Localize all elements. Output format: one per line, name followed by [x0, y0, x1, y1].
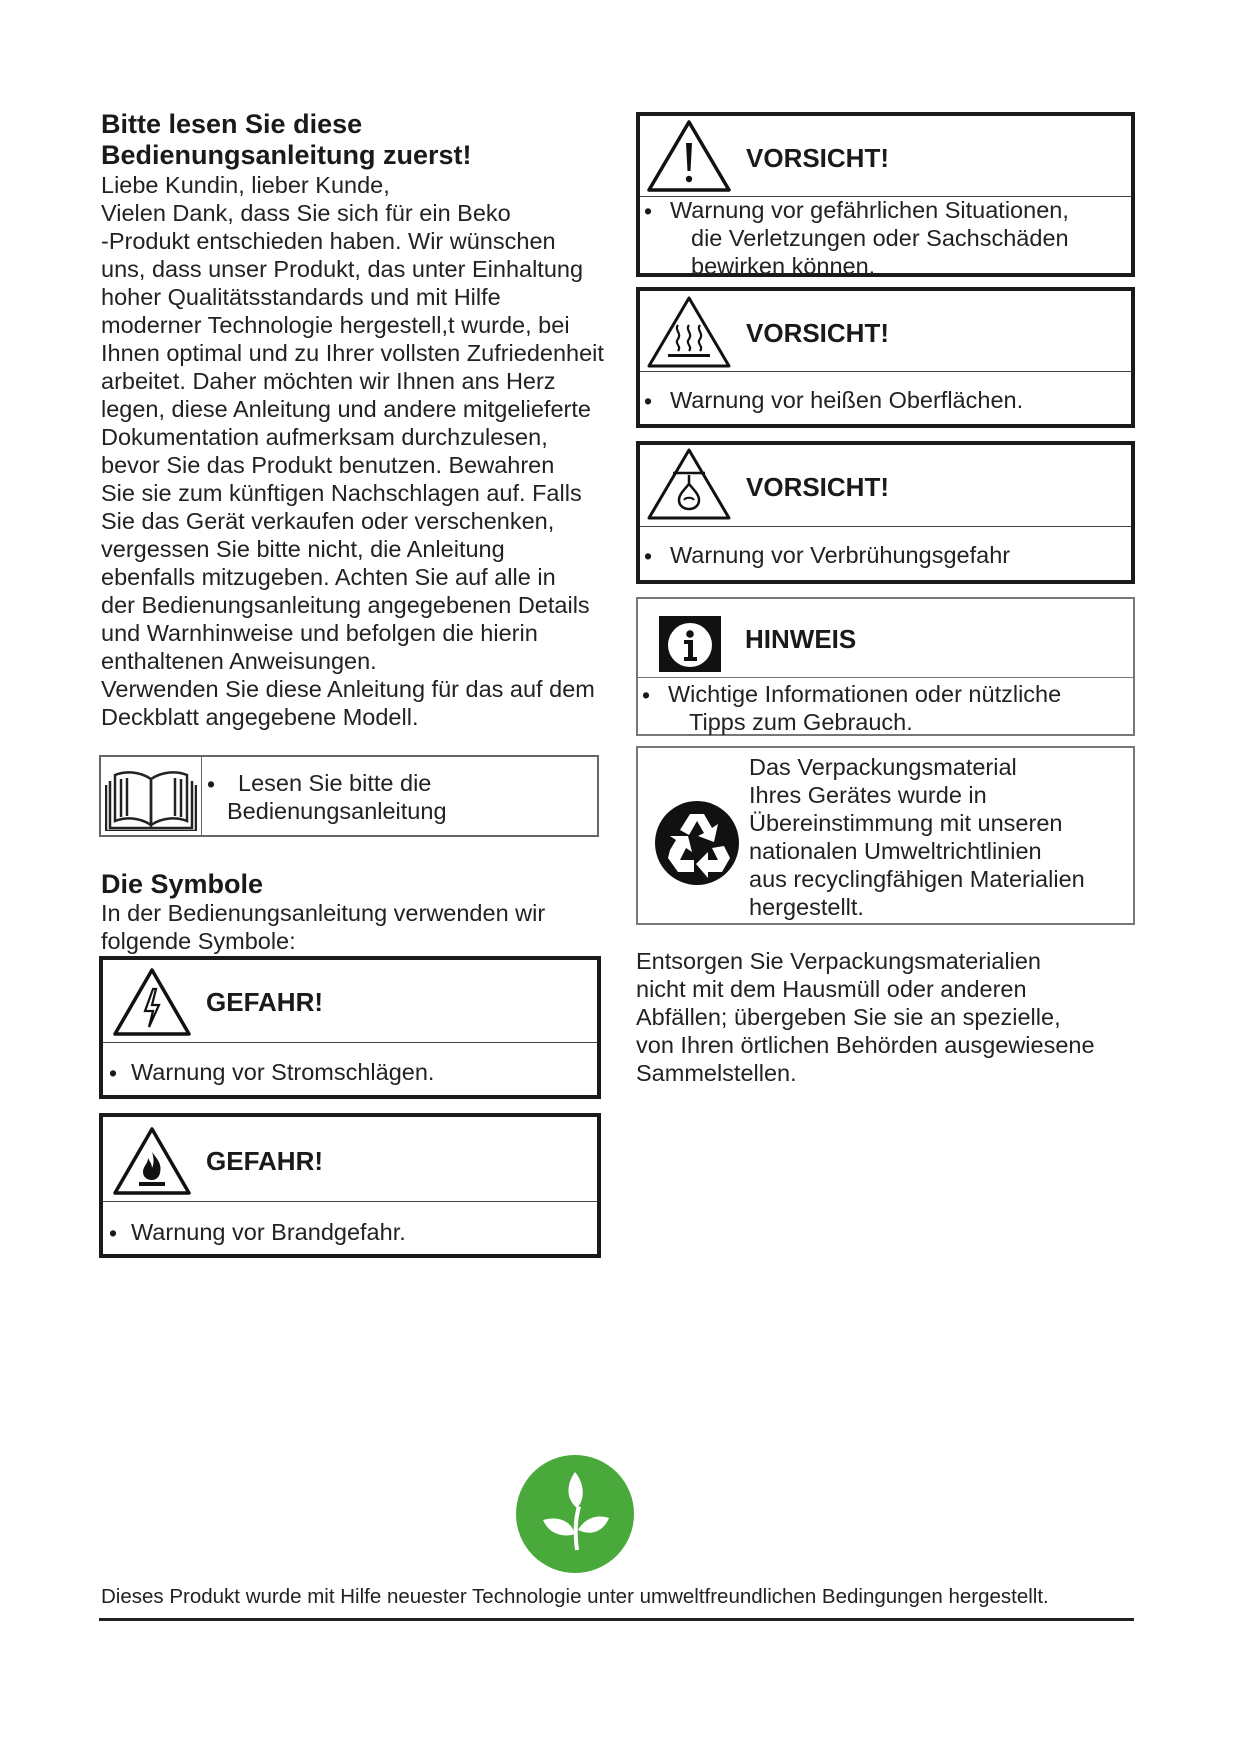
hot-surface-warning-icon — [646, 295, 732, 369]
symbols-title: Die Symbole — [101, 869, 264, 899]
box-text — [131, 1218, 406, 1246]
disposal-line: Sammelstellen. — [636, 1060, 797, 1086]
intro-line: Dokumentation aufmerksam durchzulesen, — [101, 424, 548, 450]
intro-title-line: Bitte lesen Sie diese — [101, 109, 363, 139]
disposal-paragraph — [636, 947, 1095, 1087]
electric-shock-warning-icon — [112, 967, 192, 1037]
box-line: Warnung vor Stromschlägen. — [131, 1059, 435, 1085]
intro-title — [101, 109, 472, 171]
box-text — [670, 196, 1069, 280]
recycling-line: Übereinstimmung mit unseren — [749, 810, 1063, 836]
recycling-icon — [654, 800, 740, 886]
eco-leaf-icon — [515, 1454, 635, 1574]
box-bullet: • — [644, 543, 653, 569]
read-manual-box — [99, 755, 599, 837]
box-line: Warnung vor Verbrühungsgefahr — [670, 542, 1011, 568]
recycling-text — [749, 753, 1085, 921]
intro-line: Deckblatt angegebene Modell. — [101, 704, 419, 730]
box-text — [670, 386, 1023, 414]
box-line: die Verletzungen oder Sachschäden — [691, 225, 1069, 251]
box-text — [670, 541, 1010, 569]
recycling-line: hergestellt. — [749, 894, 864, 920]
caution-box-hot-surface — [636, 287, 1135, 428]
box-title: VORSICHT! — [746, 472, 889, 502]
note-box-info — [636, 597, 1135, 736]
box-line: Warnung vor Brandgefahr. — [131, 1219, 406, 1245]
intro-line: bevor Sie das Produkt benutzen. Bewahren — [101, 452, 555, 478]
box-title: VORSICHT! — [746, 143, 889, 173]
box-line: Warnung vor gefährlichen Situationen, — [670, 197, 1069, 223]
intro-line: Verwenden Sie diese Anleitung für das auf dem — [101, 676, 595, 702]
read-box-divider — [201, 757, 202, 835]
read-box-line: Bedienungsanleitung — [227, 798, 447, 824]
warning-box-electric — [99, 956, 601, 1099]
info-icon — [658, 615, 722, 673]
recycling-line: Das Verpackungsmaterial — [749, 754, 1017, 780]
intro-line: und Warnhinweise und befolgen die hierin — [101, 620, 538, 646]
intro-line: legen, diese Anleitung und andere mitgelieferte — [101, 396, 591, 422]
intro-line: Sie sie zum künftigen Nachschlagen auf. Falls — [101, 480, 582, 506]
box-title: GEFAHR! — [206, 987, 323, 1017]
box-text — [668, 680, 1061, 736]
intro-line: Vielen Dank, dass Sie sich für ein Beko — [101, 200, 511, 226]
read-box-line: Lesen Sie bitte die — [238, 770, 432, 796]
intro-line: uns, dass unser Produkt, das unter Einhaltung — [101, 256, 584, 282]
symbols-intro-line: folgende Symbole: — [101, 928, 296, 954]
box-title: VORSICHT! — [746, 318, 889, 348]
intro-line: der Bedienungsanleitung angegebenen Details — [101, 592, 590, 618]
recycling-line: nationalen Umweltrichtlinien — [749, 838, 1042, 864]
intro-line: Liebe Kundin, lieber Kunde, — [101, 172, 390, 198]
box-title: HINWEIS — [745, 624, 857, 654]
intro-line: ebenfalls mitzugeben. Achten Sie auf alle in — [101, 564, 556, 590]
box-bullet: • — [109, 1060, 118, 1086]
intro-line: -Produkt entschieden haben. Wir wünschen — [101, 228, 556, 254]
disposal-line: von Ihren örtlichen Behörden ausgewiesene — [636, 1032, 1095, 1058]
intro-line: Ihnen optimal und zu Ihrer vollsten Zufriedenheit — [101, 340, 604, 366]
intro-line: Sie das Gerät verkaufen oder verschenken, — [101, 508, 555, 534]
intro-line: enthaltenen Anweisungen. — [101, 648, 377, 674]
box-line: Tipps zum Gebrauch. — [689, 709, 913, 735]
caution-box-general — [636, 112, 1135, 277]
recycling-line: Ihres Gerätes wurde in — [749, 782, 987, 808]
box-text — [131, 1058, 434, 1086]
box-line: Warnung vor heißen Oberflächen. — [670, 387, 1024, 413]
warning-box-fire — [99, 1113, 601, 1258]
box-bullet: • — [644, 388, 653, 414]
symbols-intro-line: In der Bedienungsanleitung verwenden wir — [101, 900, 546, 926]
intro-line: moderner Technologie hergestell,t wurde, bei — [101, 312, 570, 338]
read-box-text — [227, 769, 447, 825]
footer-rule — [99, 1618, 1134, 1621]
fire-warning-icon — [112, 1126, 192, 1196]
symbols-intro — [101, 899, 545, 955]
intro-line: vergessen Sie bitte nicht, die Anleitung — [101, 536, 505, 562]
read-box-bullet: • — [207, 771, 216, 797]
box-bullet: • — [109, 1220, 118, 1246]
intro-title-line: Bedienungsanleitung zuerst! — [101, 140, 472, 170]
disposal-line: Abfällen; übergeben Sie sie an spezielle, — [636, 1004, 1061, 1030]
disposal-line: nicht mit dem Hausmüll oder anderen — [636, 976, 1027, 1002]
box-line: Wichtige Informationen oder nützliche — [668, 681, 1062, 707]
intro-paragraph — [101, 171, 604, 731]
general-warning-icon — [646, 119, 732, 193]
box-title: GEFAHR! — [206, 1146, 323, 1176]
scald-warning-icon — [646, 447, 732, 521]
box-line: bewirken können. — [691, 253, 876, 279]
recycling-line: aus recyclingfähigen Materialien — [749, 866, 1085, 892]
box-bullet: • — [644, 198, 653, 224]
recycling-box — [636, 746, 1135, 925]
footer-text: Dieses Produkt wurde mit Hilfe neuester Technologie unter umweltfreundlichen Bedingungen hergestellt. — [101, 1585, 1049, 1608]
intro-line: arbeitet. Daher möchten wir Ihnen ans Herz — [101, 368, 556, 394]
caution-box-scald — [636, 441, 1135, 584]
open-book-icon — [105, 765, 197, 831]
intro-line: hoher Qualitätsstandards und mit Hilfe — [101, 284, 501, 310]
disposal-line: Entsorgen Sie Verpackungsmaterialien — [636, 948, 1041, 974]
box-bullet: • — [642, 682, 651, 708]
